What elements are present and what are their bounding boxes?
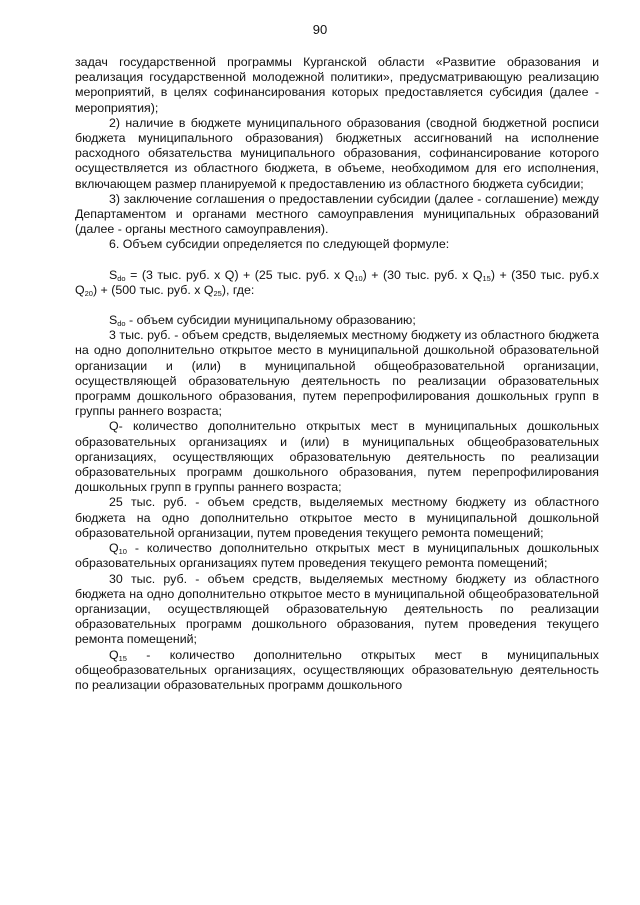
definition-25-rub: 25 тыс. руб. - объем средств, выделяемых местному бюджету из областного бюджета на одно дополнительно открытое место в муниципальной дошкольной образовательной организации, путем проведения текущего ремонта помещений;: [75, 495, 599, 540]
q10-text: - количество дополнительно открытых мест в муниципальных дошкольных образовательных организациях путем проведения текущего ремонта помещений;: [75, 541, 599, 571]
formula-part-1: = (3 тыс. руб. х Q) + (25 тыс. руб. х Q: [125, 267, 355, 282]
definition-3-rub: 3 тыс. руб. - объем средств, выделяемых местному бюджету из областного бюджета на одно дополнительно открытое место в муниципальной дошкольной образовательной организации и (или) в муниципальной общеобразовательной организации, осуществляющей образовательную деятельность по реализации образовательных программ дошкольного образования, путем перепрофилирования дошкольных групп в группы раннего возраста;: [75, 328, 599, 419]
formula-part-4: ) + (500 тыс. руб. х Q: [92, 282, 214, 297]
q10-sub: 10: [118, 547, 127, 557]
paragraph-tasks: задач государственной программы Курганской области «Развитие образования и реализация государственной молодежной политики», предусматривающую реализацию мероприятий, в целях софинансирования которых предоставляется субсидия (далее - мероприятия);: [75, 55, 599, 115]
document-body: [75, 55, 599, 693]
definition-sdo: [75, 313, 599, 328]
paragraph-formula-intro: 6. Объем субсидии определяется по следующей формуле:: [109, 237, 450, 252]
paragraph-condition-2: 2) наличие в бюджете муниципального образования (сводной бюджетной росписи бюджета муниципального образования) бюджетных ассигнований на исполнение расходного обязательства муниципального образования, софинансирование которого осуществляется из областного бюджета, в объеме, необходимом для его исполнения, включающем размер планируемой к предоставлению из областного бюджета субсидии;: [75, 115, 599, 191]
paragraph-condition-3: 3) заключение соглашения о предоставлении субсидии (далее - соглашение) между Департаментом и органами местного самоуправления муниципальных образований (далее - органы местного самоуправления).: [75, 191, 599, 237]
definition-q: Q- количество дополнительно открытых мест в муниципальных дошкольных образовательных организациях и (или) в муниципальных общеобразовательных организациях, осуществляющих образовательную деятельность по реализации образовательных программ дошкольного образования, путем перепрофилирования дошкольных групп в группы раннего возраста;: [75, 419, 599, 495]
page-number: 90: [312, 22, 328, 37]
formula-sub-20: 20: [84, 288, 93, 298]
subsidy-formula: [75, 268, 599, 298]
definition-q10: [75, 541, 599, 571]
definition-30-rub: 30 тыс. руб. - объем средств, выделяемых местному бюджету из областного бюджета на одно дополнительно открытое место в муниципальной общеобразовательной организации, осуществляющей образовательную деятельность по реализации образовательных программ дошкольного образования, путем проведения текущего ремонта помещений;: [75, 571, 599, 647]
formula-part-2: ) + (30 тыс. руб. х Q: [362, 267, 483, 282]
q10-symbol: Q: [109, 541, 119, 556]
q15-text: - количество дополнительно открытых мест в муниципальных общеобразовательных организациях, осуществляющих образовательную деятельность по реализации образовательных программ дошкольного: [75, 647, 599, 692]
q15-sub: 15: [118, 653, 127, 663]
formula-sub-10: 10: [354, 273, 363, 283]
formula-sub-25: 25: [213, 288, 222, 298]
sdo-text: - объем субсидии муниципальному образованию;: [125, 313, 416, 328]
formula-symbol: S: [109, 267, 118, 282]
formula-sub-15: 15: [482, 273, 491, 283]
q15-symbol: Q: [109, 647, 119, 662]
sdo-sub: do: [117, 319, 126, 329]
formula-part-5: ), где:: [221, 282, 255, 297]
sdo-symbol: S: [109, 313, 118, 328]
definition-q15: [75, 648, 599, 694]
formula-part-3: ) + (350 тыс. руб.х Q: [75, 267, 599, 297]
formula-symbol-sub: do: [117, 273, 126, 283]
